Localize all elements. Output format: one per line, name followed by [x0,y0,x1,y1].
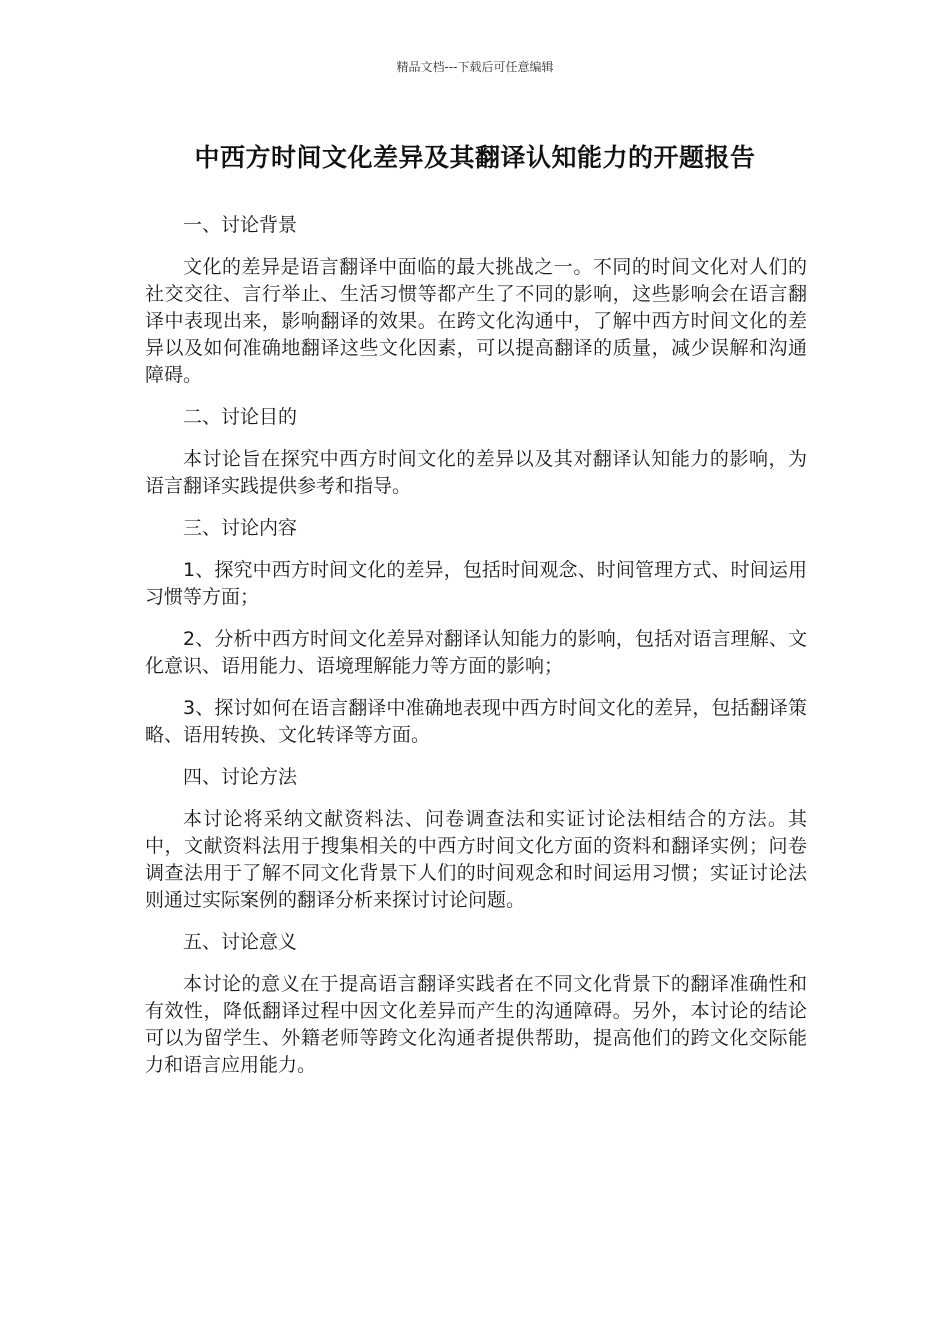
document-title: 中西方时间文化差异及其翻译认知能力的开题报告 [194,143,756,172]
section-heading-background: 一、讨论背景 [183,214,298,236]
section-heading-methods: 四、讨论方法 [183,766,298,788]
paragraph-methods: 本讨论将采纳文献资料法、问卷调查法和实证讨论法相结合的方法。其中，文献资料法用于搜集相关的中西方时间文化方面的资料和翻译实例；问卷调查法用于了解不同文化背景下人们的时间观念和时间运用习惯；实证讨论法则通过实际案例的翻译分析来探讨讨论问题。 [145,808,807,911]
paragraph-content-item-3: 3、探讨如何在语言翻译中准确地表现中西方时间文化的差异，包括翻译策略、语用转换、文化转译等方面。 [145,697,807,746]
paragraph-purpose: 本讨论旨在探究中西方时间文化的差异以及其对翻译认知能力的影响，为语言翻译实践提供参考和指导。 [145,448,807,497]
document-body [145,212,807,1094]
section-heading-significance: 五、讨论意义 [183,931,298,953]
paragraph-background: 文化的差异是语言翻译中面临的最大挑战之一。不同的时间文化对人们的社交交往、言行举止、生活习惯等都产生了不同的影响，这些影响会在语言翻译中表现出来，影响翻译的效果。在跨文化沟通中，了解中西方时间文化的差异以及如何准确地翻译这些文化因素，可以提高翻译的质量，减少误解和沟通障碍。 [145,256,807,386]
paragraph-content-item-1: 1、探究中西方时间文化的差异，包括时间观念、时间管理方式、时间运用习惯等方面； [145,559,807,608]
section-heading-purpose: 二、讨论目的 [183,406,298,428]
section-heading-content: 三、讨论内容 [183,517,298,539]
paragraph-significance: 本讨论的意义在于提高语言翻译实践者在不同文化背景下的翻译准确性和有效性，降低翻译过程中因文化差异而产生的沟通障碍。另外，本讨论的结论可以为留学生、外籍老师等跨文化沟通者提供帮助，提高他们的跨文化交际能力和语言应用能力。 [145,973,807,1076]
paragraph-content-item-2: 2、分析中西方时间文化差异对翻译认知能力的影响，包括对语言理解、文化意识、语用能力、语境理解能力等方面的影响； [145,628,807,677]
header-note: 精品文档---下载后可任意编辑 [396,60,554,74]
